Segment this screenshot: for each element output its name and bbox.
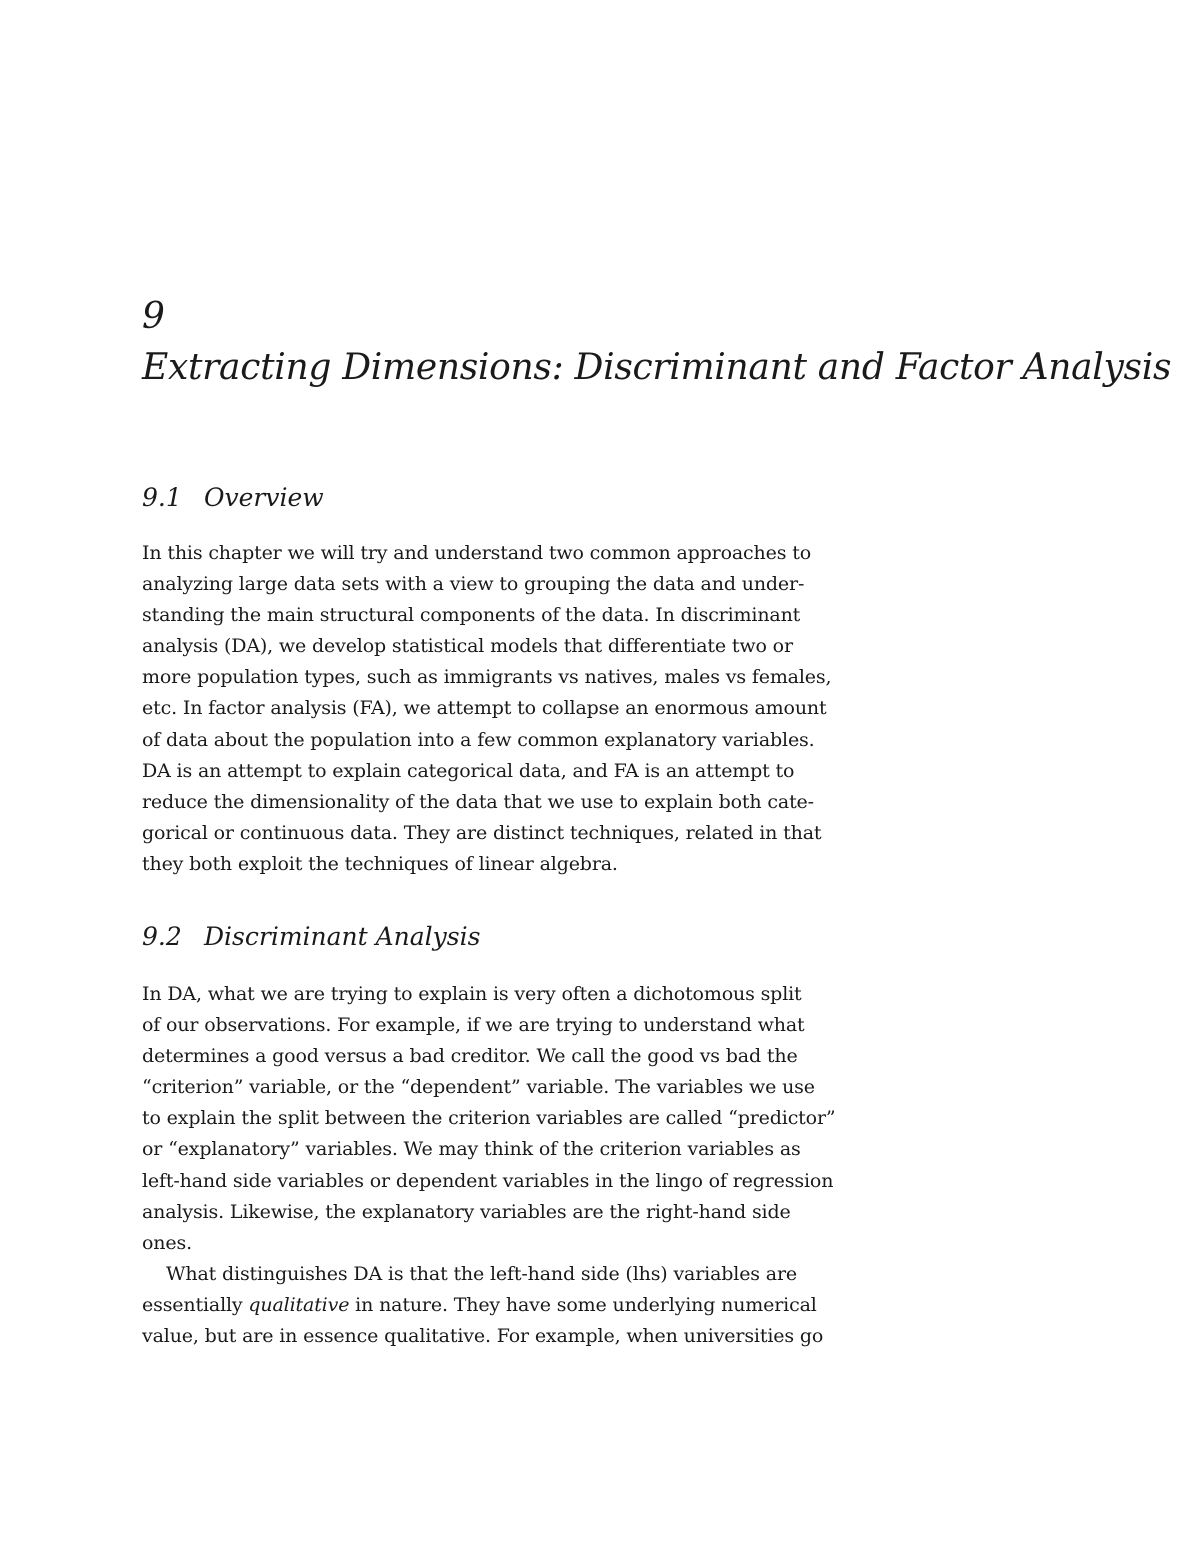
paragraph-line: or “explanatory” variables. We may think of the criterion variables as [142,1138,801,1161]
section-heading-discriminant-analysis [142,921,480,953]
paragraph-line: value, but are in essence qualitative. For example, when universities go [142,1325,824,1348]
emphasis-qualitative: qualitative [248,1294,350,1317]
section-heading-overview [142,482,324,514]
text-run: essentially [142,1294,249,1317]
overview-paragraph [142,538,837,880]
paragraph-line: more population types, such as immigrants vs natives, males vs females, [142,666,832,689]
paragraph-line: of data about the population into a few common explanatory variables. [142,728,815,751]
paragraph-line: standing the main structural components of the data. In discriminant [142,604,801,627]
paragraph-line: analyzing large data sets with a view to grouping the data and under- [142,573,805,596]
paragraph-line: In DA, what we are trying to explain is very often a dichotomous split [142,983,802,1005]
paragraph-line: “criterion” variable, or the “dependent” variable. The variables we use [142,1076,815,1099]
paragraph-line: gorical or continuous data. They are distinct techniques, related in that [142,821,822,844]
paragraph-line: analysis. Likewise, the explanatory variables are the right-hand side [142,1200,791,1223]
paragraph-line: to explain the split between the criterion variables are called “predictor” [142,1107,836,1130]
paragraph-line: DA is an attempt to explain categorical data, and FA is an attempt to [142,759,795,782]
paragraph-line: ones. [142,1231,192,1254]
text-run: in nature. They have some underlying numerical [349,1294,817,1317]
paragraph-line: analysis (DA), we develop statistical models that differentiate two or [142,635,793,658]
section-number: 9.2 [142,922,182,951]
discriminant-paragraph-1 [142,979,837,1259]
paragraph-line: etc. In factor analysis (FA), we attempt to collapse an enormous amount [142,697,827,720]
paragraph-line: of our observations. For example, if we are trying to understand what [142,1014,805,1037]
paragraph-line: reduce the dimensionality of the data that we use to explain both cate- [142,790,814,813]
chapter-number: 9 [142,296,165,337]
paragraph-line: What distinguishes DA is that the left-hand side (lhs) variables are [166,1263,797,1285]
paragraph-line: left-hand side variables or dependent variables in the lingo of regression [142,1169,834,1192]
chapter-title: Extracting Dimensions: Discriminant and Factor Analysis [142,347,1172,388]
paragraph-line [142,1290,837,1321]
paragraph-line: determines a good versus a bad creditor. We call the good vs bad the [142,1045,798,1068]
discriminant-paragraph-2 [142,1259,837,1352]
section-title: Overview [204,483,324,512]
section-number: 9.1 [142,483,182,512]
section-title: Discriminant Analysis [204,922,481,951]
paragraph-line: In this chapter we will try and understand two common approaches to [142,542,811,564]
paragraph-line: they both exploit the techniques of linear algebra. [142,852,618,875]
